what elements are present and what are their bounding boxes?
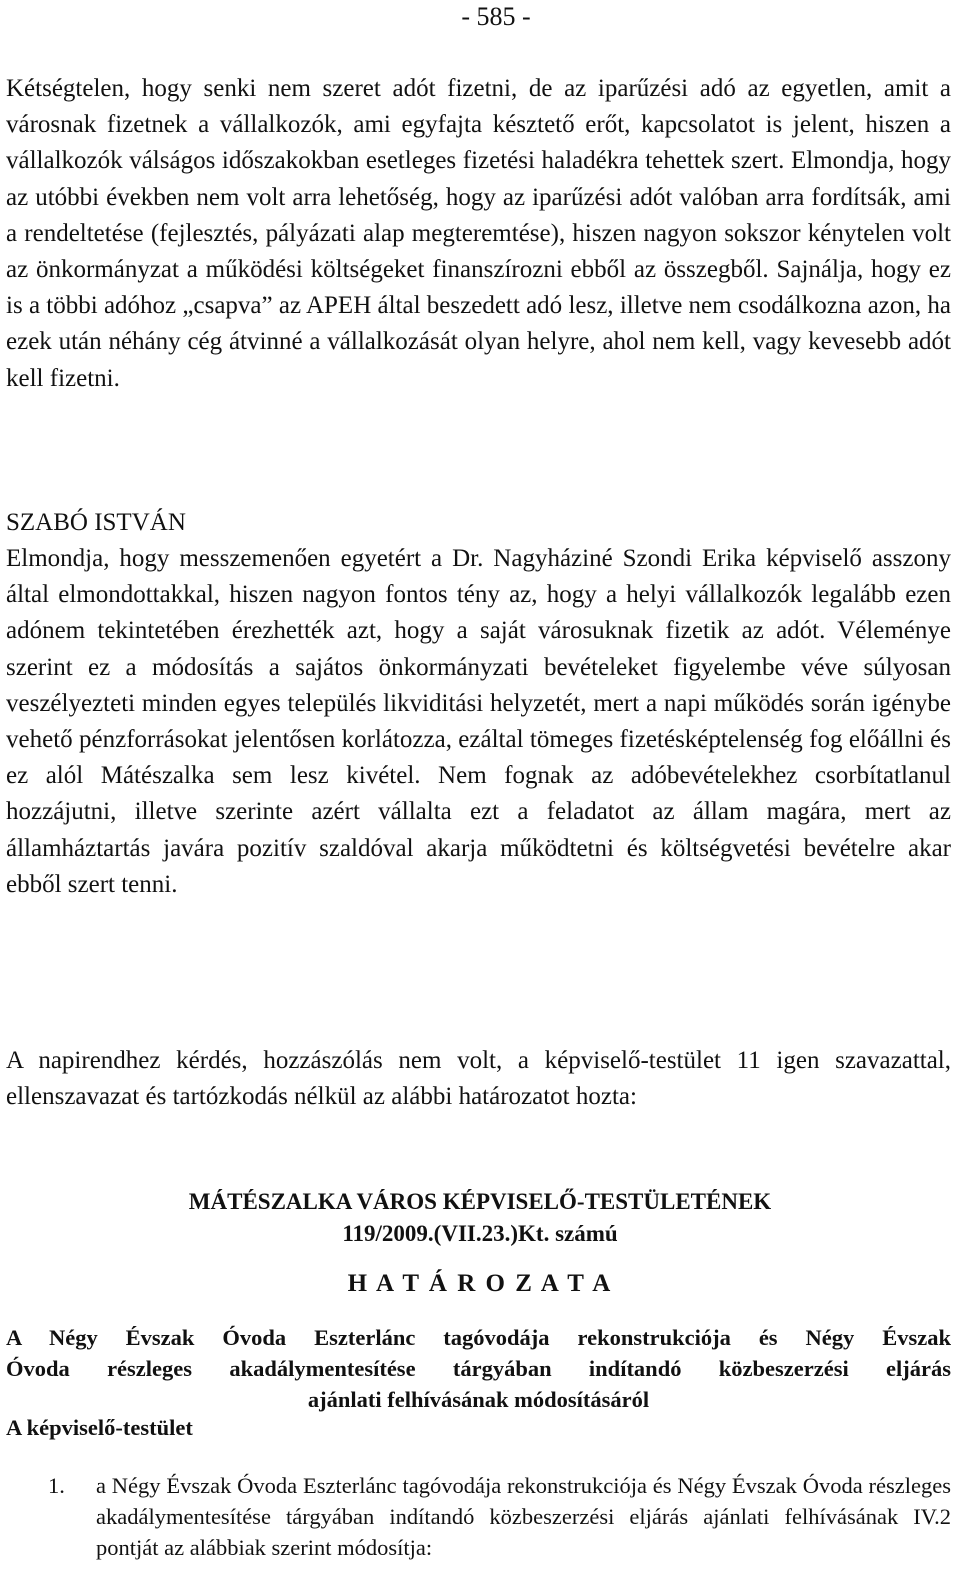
- resolution-subject-line-2: Óvoda részleges akadálymentesítése tárgyában indítandó közbeszerzési eljárás: [6, 1356, 951, 1381]
- resolution-title: MÁTÉSZALKA VÁROS KÉPVISELŐ-TESTÜLETÉNEK: [188, 1189, 772, 1214]
- resolution-subject: [6, 1322, 951, 1415]
- speaker-name: SZABÓ ISTVÁN: [6, 509, 186, 536]
- resolution-subject-line-1: A Négy Évszak Óvoda Eszterlánc tagóvodája rekonstrukciója és Négy Évszak: [6, 1325, 951, 1350]
- list-item-marker: 1.: [48, 1473, 65, 1498]
- paragraph-2: Elmondja, hogy messzemenően egyetért a Dr. Nagyháziné Szondi Erika képviselő asszony által elmondottakkal, hiszen nagyon fontos tény az, hogy a helyi vállalkozók legalább ezen adónem tekintetében érezhették azt, hogy a saját városuknak fizetik az adót. Véleménye szerint ez a módosítás a sajátos önkormányzati bevételeket figyelembe véve súlyosan veszélyezteti minden egyes település likviditási helyzetét, mert a napi működés során igénybe vehető pénzforrásokat jelentősen korlátozza, ezáltal tömeges fizetésképtelenség fog előállni és ez alól Mátészalka sem lesz kivétel. Nem fognak az adóbevételekhez csorbítatlanul hozzájutni, illetve szerinte azért vállalta ezt a feladatot az állam magára, mert az államháztartás javára pozitív szaldóval akarja működtetni és költségvetési bevételre akar ebből szert tenni.: [6, 545, 951, 898]
- resolution-number: 119/2009.(VII.23.)Kt. számú: [342, 1221, 618, 1246]
- resolution-items: [0, 1470, 960, 1563]
- resolution-heading: H A T Á R O Z A T A: [347, 1270, 613, 1297]
- resolution-body-label: A képviselő-testület: [6, 1415, 193, 1440]
- paragraph-3: A napirendhez kérdés, hozzászólás nem volt, a képviselő-testület 11 igen szavazattal, ellenszavazat és tartózkodás nélkül az alábbi határozatot hozta:: [6, 1047, 951, 1111]
- list-item: [0, 1470, 960, 1563]
- page-number: - 585 -: [461, 2, 531, 31]
- resolution-subject-line-3: ajánlati felhívásának módosításáról: [307, 1387, 650, 1412]
- list-item-text: a Négy Évszak Óvoda Eszterlánc tagóvodája rekonstrukciója és Négy Évszak Óvoda részleges akadálymentesítése tárgyában indítandó közbeszerzési eljárás ajánlati felhívásának IV.2 pontját az alábbiak szerint módosítja:: [96, 1473, 951, 1560]
- paragraph-1: Kétségtelen, hogy senki nem szeret adót fizetni, de az iparűzési adó az egyetlen, amit a városnak fizetnek a vállalkozók, ami egyfajta késztető erőt, kapcsolatot is jelent, hiszen a vállalkozók válságos időszakokban esetleges fizetési haladékra tehettek szert. Elmondja, hogy az utóbbi években nem volt arra lehetőség, hogy az iparűzési adót valóban arra fordítsák, ami a rendeltetése (fejlesztés, pályázati alap megteremtése), hiszen nagyon sokszor kénytelen volt az önkormányzat a működési költségeket finanszírozni ebből az összegből. Sajnálja, hogy ez is a többi adóhoz „csapva” az APEH által beszedett adó lesz, illetve nem csodálkozna azon, ha ezek után néhány cég átvinné a vállalkozását olyan helyre, ahol nem kell, vagy kevesebb adót kell fizetni.: [6, 75, 951, 392]
